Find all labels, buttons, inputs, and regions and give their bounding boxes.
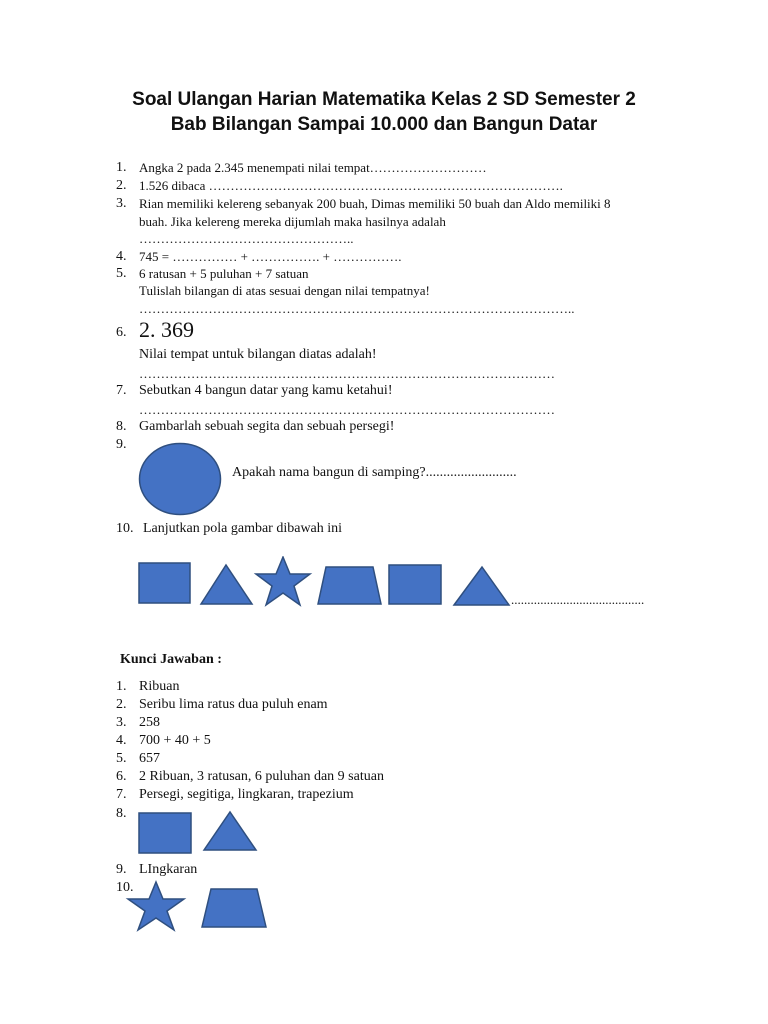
square-shape [139, 813, 191, 853]
answer-text: 258 [139, 715, 160, 730]
question-text: 6 ratusan + 5 puluhan + 7 satuan [139, 266, 309, 281]
answer-number: 3. [116, 715, 127, 730]
answer-number: 6. [116, 769, 127, 784]
answer-number: 7. [116, 787, 127, 802]
answer-number: 5. [116, 751, 127, 766]
answer-text: 657 [139, 751, 160, 766]
question-number: 3. [116, 196, 127, 211]
question-number: 1. [116, 160, 127, 175]
answer-blank: …………………………………………………………………………………… [139, 402, 555, 417]
star-shape [128, 882, 184, 930]
square-shape [389, 565, 441, 604]
question-number: 5. [116, 266, 127, 281]
answer-blank: …………………………………………………………………………………… [139, 366, 555, 381]
question-number: 7. [116, 383, 127, 398]
answer-8-shapes [136, 808, 260, 856]
question-text: Nilai tempat untuk bilangan diatas adalah! [139, 347, 377, 362]
answer-number: 9. [116, 862, 127, 877]
trapezoid-shape [318, 567, 381, 604]
star-shape [256, 557, 310, 605]
answer-number: 4. [116, 733, 127, 748]
answer-text: LIngkaran [139, 862, 198, 877]
answer-10-shapes [124, 880, 270, 932]
question-text: Sebutkan 4 bangun datar yang kamu ketahui! [139, 383, 393, 398]
question-number: 8. [116, 419, 127, 434]
answer-text: Ribuan [139, 679, 180, 694]
question-text: Tulislah bilangan di atas sesuai dengan nilai tempatnya! [139, 283, 430, 298]
triangle-shape [204, 812, 256, 850]
worksheet-title: Soal Ulangan Harian Matematika Kelas 2 SD Semester 2 [132, 89, 636, 110]
question-text: Lanjutkan pola gambar dibawah ini [143, 521, 343, 536]
question-number: 9. [116, 437, 127, 452]
answer-text: Seribu lima ratus dua puluh enam [139, 697, 328, 712]
triangle-shape [454, 567, 509, 605]
answer-number: 10. [116, 880, 134, 895]
question-text: Gambarlah sebuah segita dan sebuah persegi! [139, 419, 395, 434]
answer-number: 2. [116, 697, 127, 712]
answer-number: 1. [116, 679, 127, 694]
question-text: 1.526 dibaca ………………………………………………………………………. [139, 178, 563, 193]
triangle-shape [201, 565, 252, 604]
question-number: 2. [116, 178, 127, 193]
answer-blank: ………………………………………….. [139, 231, 354, 246]
question-text: Angka 2 pada 2.345 menempati nilai tempat……………………… [139, 160, 487, 175]
answer-blank: ……………………………………………………………………………………….. [139, 301, 575, 316]
answer-key-heading: Kunci Jawaban : [120, 652, 222, 667]
question-number: 4. [116, 249, 127, 264]
answer-number: 8. [116, 806, 127, 821]
answer-text: 700 + 40 + 5 [139, 733, 211, 748]
number-display: 2. 369 [139, 317, 194, 342]
trapezoid-shape [202, 889, 266, 927]
square-shape [139, 563, 190, 603]
question-text: Apakah nama bangun di samping?.......................... [232, 465, 517, 480]
question-text: buah. Jika kelereng mereka dijumlah maka hasilnya adalah [139, 214, 446, 229]
answer-blank: ......................................... [511, 592, 645, 607]
question-number: 6. [116, 325, 127, 340]
worksheet-subtitle: Bab Bilangan Sampai 10.000 dan Bangun Datar [170, 114, 598, 135]
answer-text: Persegi, segitiga, lingkaran, trapezium [139, 787, 354, 802]
question-number: 10. [116, 521, 134, 536]
answer-text: 2 Ribuan, 3 ratusan, 6 puluhan dan 9 satuan [139, 769, 384, 784]
circle-shape [138, 442, 222, 516]
question-text: 745 = …………… + ……………. + ……………. [139, 249, 402, 264]
question-text: Rian memiliki kelereng sebanyak 200 buah, Dimas memiliki 50 buah dan Aldo memiliki 8 [139, 196, 611, 211]
